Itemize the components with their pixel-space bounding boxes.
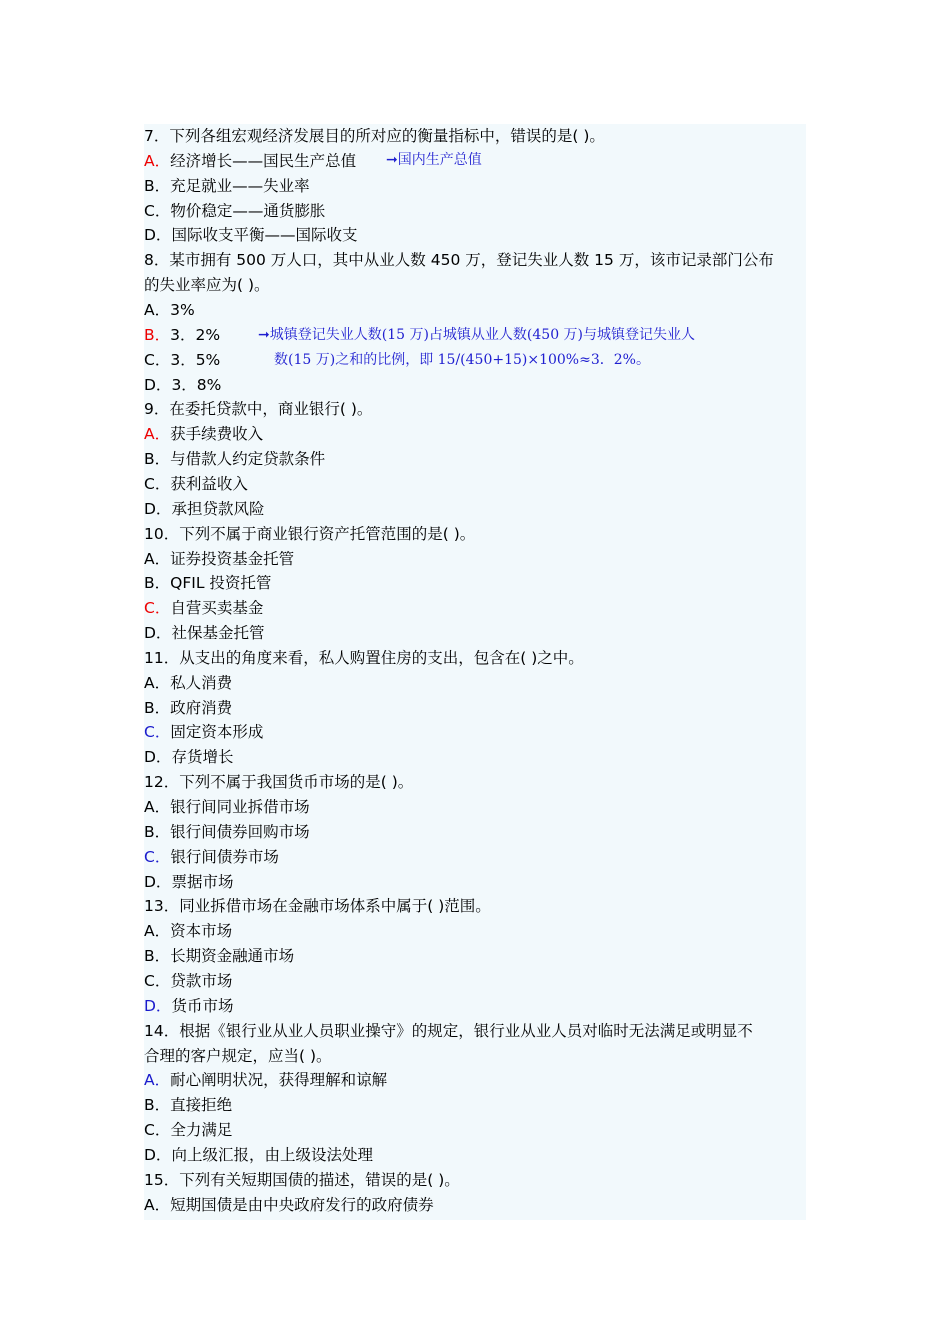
option-text: 全力满足	[170, 1121, 233, 1139]
option-text: 与借款人约定贷款条件	[170, 450, 326, 469]
option-letter: D．	[144, 872, 172, 891]
option-text: 直接拒绝	[170, 1096, 233, 1115]
option-text: 充足就业——失业率	[170, 176, 310, 195]
option-text: 政府消费	[170, 698, 233, 717]
option-text: 证券投资基金托管	[170, 549, 295, 568]
question-line	[144, 770, 413, 795]
question-text: 13．同业拆借市场在金融市场体系中属于( )范围。	[144, 897, 491, 916]
option-line	[144, 745, 233, 770]
option-line	[144, 149, 356, 174]
option-text: 自营买卖基金	[170, 599, 264, 618]
option-text: 承担贷款风险	[171, 499, 265, 518]
option-line	[144, 596, 263, 621]
note-q8-explanation-line1: ➞城镇登记失业人数(15 万)占城镇从业人数(450 万)与城镇登记失业人	[258, 327, 696, 343]
option-text: 长期资金融通市场	[170, 947, 295, 966]
option-text: 3%	[170, 301, 195, 319]
question-text: 11．从支出的角度来看，私人购置住房的支出，包含在( )之中。	[144, 648, 584, 667]
option-text: 获利益收入	[170, 474, 248, 493]
option-letter: B．	[144, 450, 171, 469]
option-letter: D．	[144, 1145, 172, 1164]
question-text: 合理的客户规定，应当( )。	[144, 1046, 332, 1065]
option-text: 银行间同业拆借市场	[170, 798, 310, 816]
option-line	[144, 1093, 232, 1118]
option-text: 国际收支平衡——国际收支	[171, 226, 358, 245]
option-letter: A．	[144, 1195, 171, 1214]
option-line	[144, 969, 232, 994]
note-q8-explanation-line2: 数(15 万)之和的比例，即 15/(450+15)×100%≈3．2%。	[274, 352, 650, 368]
question-text: 的失业率应为( )。	[144, 276, 270, 295]
question-line	[144, 1044, 332, 1069]
option-line	[144, 571, 271, 596]
option-letter: C．	[144, 201, 171, 220]
option-line	[144, 919, 232, 944]
option-line	[144, 1118, 232, 1143]
question-text: 12．下列不属于我国货币市场的是( )。	[144, 773, 414, 792]
option-letter: A．	[144, 151, 171, 170]
option-text: 3．8%	[171, 375, 222, 394]
option-letter: C．	[144, 599, 171, 618]
option-letter: C．	[144, 474, 171, 493]
option-letter: D．	[144, 375, 172, 394]
option-line	[144, 1068, 387, 1093]
option-letter: B．	[144, 698, 171, 717]
question-line	[144, 522, 475, 547]
note-q7-answer: ➞国内生产总值	[386, 152, 482, 168]
option-letter: C．	[144, 350, 171, 369]
option-letter: B．	[144, 1096, 171, 1115]
option-line	[144, 298, 195, 323]
question-line	[144, 894, 491, 919]
question-text: 9．在委托贷款中，商业银行( )。	[144, 400, 373, 419]
question-text: 14．根据《银行业从业人员职业操守》的规定，银行业从业人员对临时无法满足或明显不	[144, 1021, 753, 1040]
option-text: 银行间债券市场	[170, 847, 279, 866]
option-text: 银行间债券回购市场	[170, 822, 310, 841]
option-letter: B．	[144, 574, 171, 593]
option-letter: D．	[144, 996, 172, 1015]
option-letter: B．	[144, 176, 171, 195]
option-line	[144, 720, 263, 745]
option-line	[144, 944, 294, 969]
option-line	[144, 447, 325, 472]
option-text: 短期国债是由中央政府发行的政府债券	[170, 1195, 434, 1214]
option-letter: A．	[144, 673, 171, 692]
option-letter: C．	[144, 723, 171, 742]
option-letter: A．	[144, 549, 171, 568]
question-text: 7．下列各组宏观经济发展目的所对应的衡量指标中，错误的是( )。	[144, 127, 605, 145]
question-line	[144, 273, 270, 298]
option-letter: A．	[144, 301, 171, 319]
option-letter: D．	[144, 748, 172, 767]
question-text: 15．下列有关短期国债的描述，错误的是( )。	[144, 1170, 460, 1189]
option-letter: B．	[144, 822, 171, 841]
option-line	[144, 547, 294, 572]
option-letter: C．	[144, 847, 171, 866]
option-text: 资本市场	[170, 922, 233, 941]
option-letter: C．	[144, 971, 171, 990]
option-text: 贷款市场	[170, 971, 233, 990]
question-text: 10．下列不属于商业银行资产托管范围的是( )。	[144, 524, 476, 543]
option-text: 私人消费	[170, 673, 233, 692]
option-line	[144, 199, 325, 224]
option-line	[144, 174, 310, 199]
option-letter: B．	[144, 947, 171, 966]
question-text: 8．某市拥有 500 万人口，其中从业人数 450 万，登记失业人数 15 万，该市记录部门公布	[144, 251, 774, 270]
option-letter: D．	[144, 624, 172, 642]
option-letter: D．	[144, 499, 172, 518]
option-line	[144, 795, 310, 820]
question-line	[144, 646, 584, 671]
option-letter: A．	[144, 798, 171, 816]
option-letter: B．	[144, 325, 171, 344]
option-text: 货币市场	[171, 996, 234, 1015]
option-line	[144, 497, 264, 522]
option-line	[144, 870, 233, 895]
option-line	[144, 1143, 373, 1168]
option-text: 获手续费收入	[170, 425, 264, 444]
option-text: 物价稳定——通货膨胀	[170, 201, 326, 220]
option-text: QFIL 投资托管	[170, 574, 272, 593]
option-line	[144, 323, 220, 348]
option-text: 社保基金托管	[171, 624, 265, 642]
option-line	[144, 696, 232, 721]
option-line	[144, 348, 220, 373]
option-text: 向上级汇报，由上级设法处理	[171, 1145, 373, 1164]
question-line	[144, 1019, 753, 1044]
option-line	[144, 994, 233, 1019]
option-letter: A．	[144, 1071, 171, 1090]
option-text: 耐心阐明状况，获得理解和谅解	[170, 1071, 388, 1090]
option-text: 票据市场	[171, 872, 234, 891]
option-letter: C．	[144, 1121, 171, 1139]
option-text: 3．2%	[170, 325, 221, 344]
option-line	[144, 422, 263, 447]
option-line	[144, 472, 248, 497]
question-line	[144, 248, 774, 273]
option-line	[144, 223, 357, 248]
option-letter: D．	[144, 226, 172, 245]
option-letter: A．	[144, 425, 171, 444]
option-letter: A．	[144, 922, 171, 941]
option-text: 固定资本形成	[170, 723, 264, 742]
question-line	[144, 124, 605, 149]
option-text: 经济增长——国民生产总值	[170, 151, 357, 170]
question-line	[144, 397, 372, 422]
option-line	[144, 820, 310, 845]
exam-document	[144, 124, 806, 1220]
option-line	[144, 373, 221, 398]
option-line	[144, 671, 232, 696]
option-line	[144, 621, 264, 646]
question-line	[144, 1168, 460, 1193]
option-line	[144, 845, 279, 870]
option-text: 存货增长	[171, 748, 234, 767]
option-line	[144, 1193, 434, 1218]
option-text: 3．5%	[170, 350, 221, 369]
